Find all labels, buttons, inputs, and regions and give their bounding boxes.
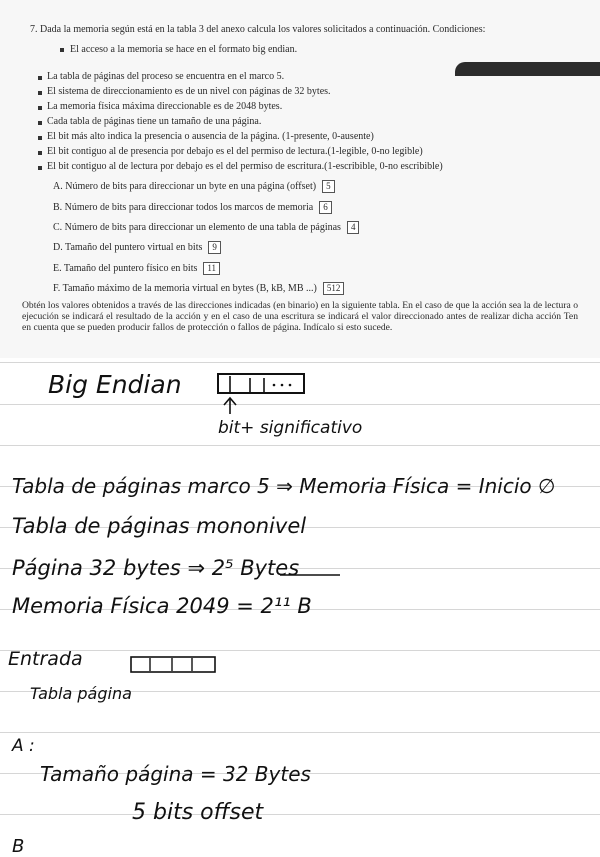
item-e: [53, 262, 220, 275]
note-tamano-pagina: Tamaño página = 32 Bytes: [40, 762, 311, 786]
instructions-paragraph: Obtén los valores obtenidos a través de las direcciones indicadas (en binario) en la siguiente tabla. En el caso de que la acción sea la de lectura o ejecución se indicará el resultado de la acción y en el caso de una escritura se indicará el valor direccionado antes de realizar dicha acción Ten en cuenta que se pueden producir fallos de protección o fallos de página. Indícalo si esto sucede.: [22, 300, 578, 333]
dark-tab-overlay: [455, 62, 600, 76]
byte-box: [218, 374, 304, 393]
note-bit-significativo: bit+ significativo: [218, 418, 363, 438]
note-line-1: Tabla de páginas marco 5 ⇒ Memoria Física = Inicio ∅: [12, 474, 556, 498]
answer-box: 512: [323, 282, 345, 295]
note-line-4: Memoria Física 2049 = 2¹¹ B: [12, 594, 312, 618]
note-a-label: A :: [12, 736, 35, 756]
condition-4: Cada tabla de páginas tiene un tamaño de una página.: [47, 116, 262, 127]
item-a: [53, 180, 335, 193]
bullet: [60, 48, 64, 52]
note-big-endian: Big Endian: [48, 370, 182, 399]
ellipsis-dot: [289, 384, 292, 387]
item-label: F. Tamaño máximo de la memoria virtual en bytes (B, kB, MB ...): [53, 283, 317, 294]
subbullet-big-endian: El acceso a la memoria se hace en el formato big endian.: [70, 44, 298, 55]
answer-box: 9: [208, 241, 221, 254]
item-f: [53, 282, 344, 295]
bullet: [38, 151, 42, 155]
item-label: B. Número de bits para direccionar todos los marcos de memoria: [53, 202, 314, 213]
note-tabla-pagina: Tabla página: [30, 684, 132, 703]
handwritten-notes-page: [0, 358, 600, 857]
condition-2: El sistema de direccionamiento es de un nivel con páginas de 32 bytes.: [47, 86, 331, 97]
condition-3: La memoria física máxima direccionable es de 2048 bytes.: [47, 101, 283, 112]
item-label: E. Tamaño del puntero físico en bits: [53, 263, 198, 274]
item-d: [53, 241, 221, 254]
note-line-2: Tabla de páginas mononivel: [12, 514, 307, 538]
answer-box: 11: [203, 262, 220, 275]
item-c: [53, 221, 359, 234]
note-line-3: Página 32 bytes ⇒ 2⁵ Bytes: [12, 556, 300, 580]
condition-5: El bit más alto indica la presencia o ausencia de la página. (1-presente, 0-ausente): [47, 131, 374, 142]
condition-7: El bit contiguo al de lectura por debajo es el del permiso de escritura.(1-escribible, 0-no escribible): [47, 161, 443, 172]
bullet: [38, 91, 42, 95]
bullet: [38, 121, 42, 125]
bullet: [38, 166, 42, 170]
answer-box: 4: [347, 221, 360, 234]
note-cut-letter: B: [12, 836, 25, 857]
item-label: A. Número de bits para direccionar un byte en una página (offset): [53, 181, 317, 192]
question-heading: 7. Dada la memoria según está en la tabla 3 del anexo calcula los valores solicitados a continuación. Condiciones:: [30, 24, 486, 35]
condition-1: La tabla de páginas del proceso se encuentra en el marco 5.: [47, 71, 285, 82]
item-label: D. Tamaño del puntero virtual en bits: [53, 242, 203, 253]
answer-box: 6: [319, 201, 332, 214]
printed-problem-sheet: [0, 0, 600, 358]
ellipsis-dot: [273, 384, 276, 387]
answer-box: 5: [322, 180, 335, 193]
item-label: C. Número de bits para direccionar un elemento de una tabla de páginas: [53, 222, 341, 233]
note-entrada: Entrada: [8, 648, 83, 670]
bullet: [38, 76, 42, 80]
entrada-box: [131, 657, 215, 672]
bullet: [38, 136, 42, 140]
bullet: [38, 106, 42, 110]
item-b: [53, 201, 332, 214]
note-offset: 5 bits offset: [132, 800, 264, 825]
condition-6: El bit contiguo al de presencia por debajo es el del permiso de lectura.(1-legible, 0-no legible): [47, 146, 423, 157]
ellipsis-dot: [281, 384, 284, 387]
